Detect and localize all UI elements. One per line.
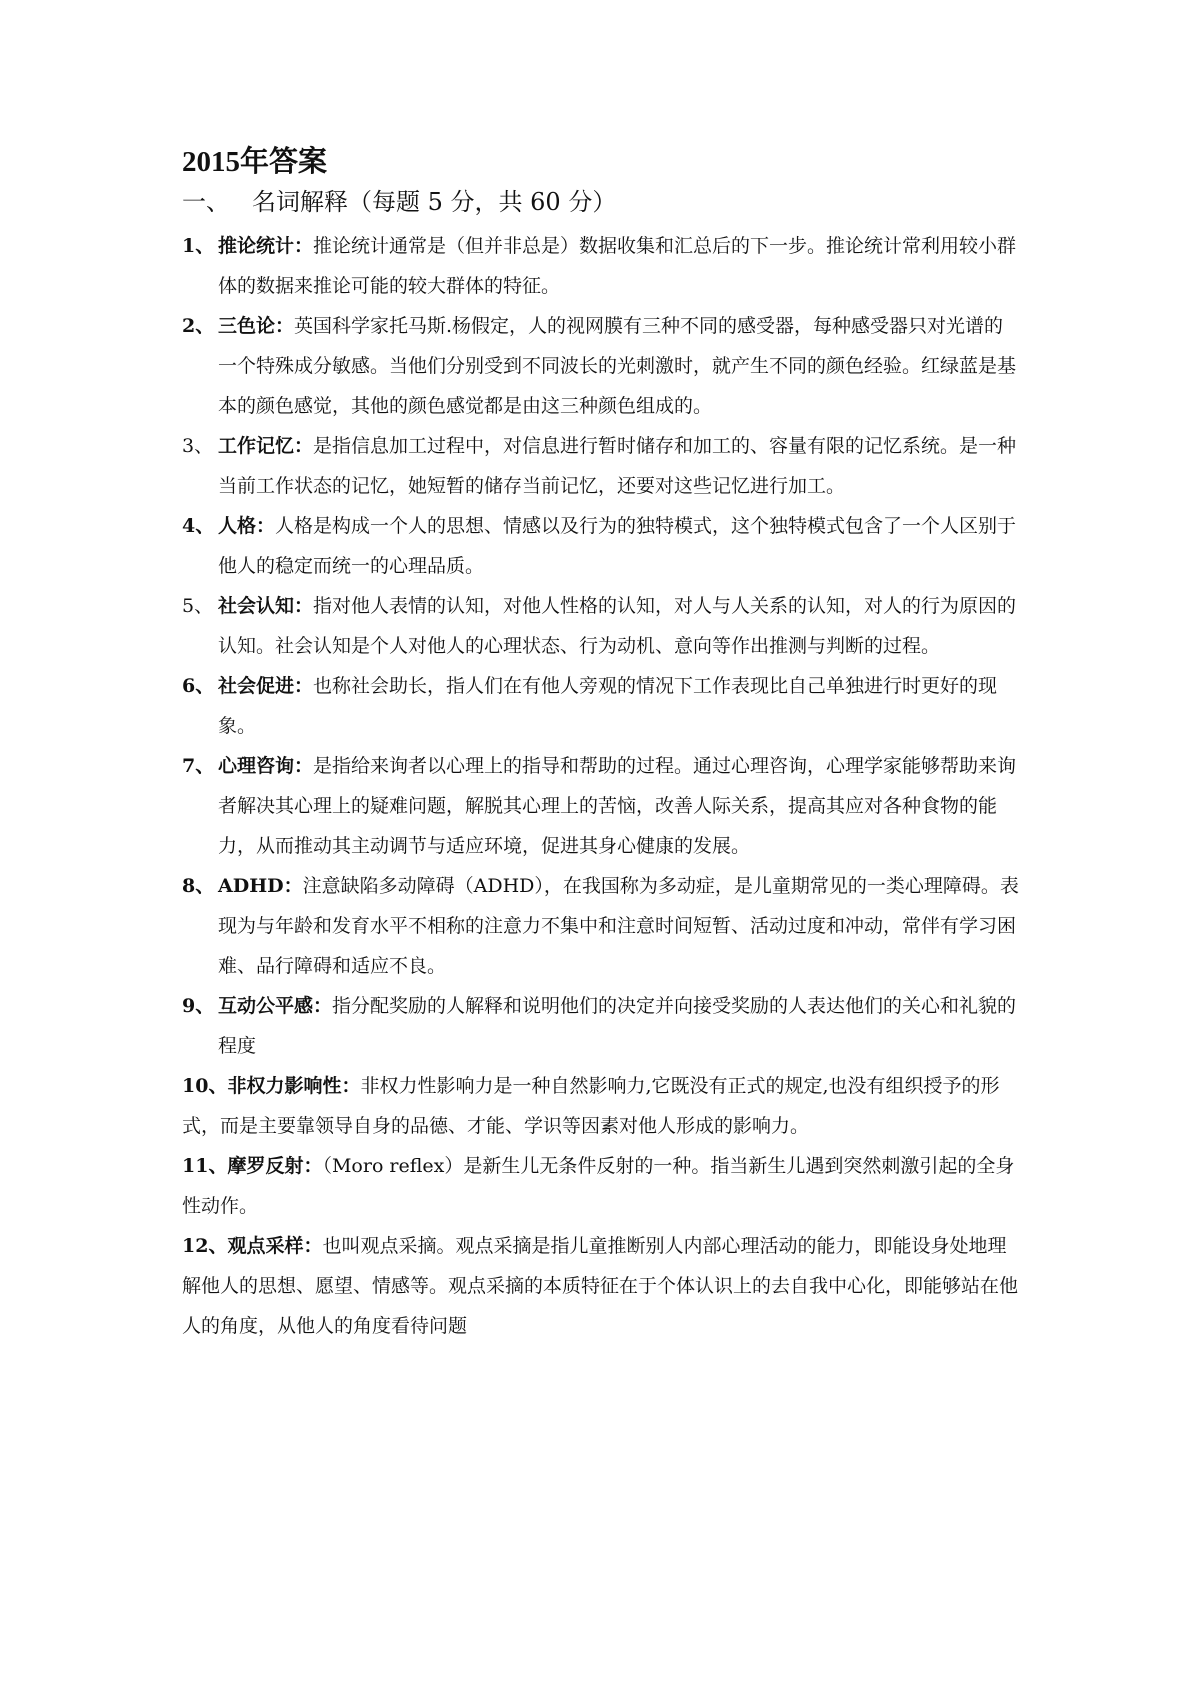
item-term: 社会认知： [218, 595, 314, 617]
item-number: 2、 [182, 315, 215, 337]
item-text: （Moro reflex）是新生儿无条件反射的一种。指当新生儿遇到突然刺激引起的全身性动作。 [182, 1155, 1015, 1217]
item-number: 12、 [182, 1235, 228, 1257]
item-text: 指分配奖励的人解释和说明他们的决定并向接受奖励的人表达他们的关心和礼貌的程度 [218, 995, 1017, 1057]
list-item [182, 986, 1020, 1066]
item-text: 人格是构成一个人的思想、情感以及行为的独特模式，这个独特模式包含了一个人区别于他人的稳定而统一的心理品质。 [218, 515, 1017, 577]
item-text: 英国科学家托马斯.杨假定，人的视网膜有三种不同的感受器，每种感受器只对光谱的一个特殊成分敏感。当他们分别受到不同波长的光刺激时，就产生不同的颜色经验。红绿蓝是基本的颜色感觉，其他的颜色感觉都是由这三种颜色组成的。 [218, 315, 1017, 417]
item-term: 推论统计： [218, 235, 314, 257]
item-text: 推论统计通常是（但并非总是）数据收集和汇总后的下一步。推论统计常利用较小群体的数据来推论可能的较大群体的特征。 [218, 235, 1017, 297]
item-number: 6、 [182, 675, 215, 697]
list-item [182, 226, 1020, 306]
document-page [182, 142, 1020, 1346]
section-heading [182, 182, 1020, 222]
section-title: 名词解释（每题 5 分，共 60 分） [252, 188, 617, 216]
list-item [182, 1226, 1020, 1346]
list-item [182, 1066, 1020, 1146]
item-text: 是指信息加工过程中，对信息进行暂时储存和加工的、容量有限的记忆系统。是一种当前工作状态的记忆，她短暂的储存当前记忆，还要对这些记忆进行加工。 [218, 435, 1017, 497]
item-number: 1、 [182, 235, 215, 257]
list-item [182, 666, 1020, 746]
item-term: 摩罗反射： [227, 1155, 323, 1177]
item-term: 社会促进： [218, 675, 314, 697]
section-number: 一、 [182, 188, 230, 216]
list-item [182, 1146, 1020, 1226]
list-item [182, 746, 1020, 866]
item-text: 也叫观点采摘。观点采摘是指儿童推断别人内部心理活动的能力，即能设身处地理解他人的思想、愿望、情感等。观点采摘的本质特征在于个体认识上的去自我中心化，即能够站在他人的角度，从他人的角度看待问题 [182, 1235, 1019, 1337]
list-item [182, 506, 1020, 586]
item-term: 互动公平感： [218, 995, 333, 1017]
item-text: 注意缺陷多动障碍（ADHD），在我国称为多动症，是儿童期常见的一类心理障碍。表现为与年龄和发育水平不相称的注意力不集中和注意时间短暂、活动过度和冲动，常伴有学习困难、品行障碍和适应不良。 [218, 875, 1019, 977]
item-number: 7、 [182, 755, 215, 777]
item-term: 非权力影响性： [227, 1075, 361, 1097]
item-term: 观点采样： [227, 1235, 323, 1257]
item-text: 是指给来询者以心理上的指导和帮助的过程。通过心理咨询，心理学家能够帮助来询者解决其心理上的疑难问题，解脱其心理上的苦恼，改善人际关系，提高其应对各种食物的能力，从而推动其主动调节与适应环境，促进其身心健康的发展。 [218, 755, 1017, 857]
list-item [182, 586, 1020, 666]
item-term: 工作记忆： [218, 435, 314, 457]
list-item [182, 866, 1020, 986]
item-number: 10、 [182, 1075, 228, 1097]
item-number: 3、 [182, 435, 214, 457]
document-title: 2015年答案 [182, 146, 328, 178]
item-number: 4、 [182, 515, 215, 537]
item-term: 人格： [218, 515, 276, 537]
item-term: 三色论： [218, 315, 295, 337]
item-number: 11、 [182, 1155, 228, 1177]
list-item [182, 306, 1020, 426]
item-number: 8、 [182, 875, 215, 897]
item-number: 9、 [182, 995, 215, 1017]
list-item [182, 426, 1020, 506]
item-number: 5、 [182, 595, 214, 617]
item-text: 也称社会助长，指人们在有他人旁观的情况下工作表现比自己单独进行时更好的现象。 [218, 675, 998, 737]
item-text: 非权力性影响力是一种自然影响力,它既没有正式的规定,也没有组织授予的形式，而是主要靠领导自身的品德、才能、学识等因素对他人形成的影响力。 [182, 1075, 1000, 1137]
item-term: ADHD： [218, 875, 303, 897]
item-text: 指对他人表情的认知，对他人性格的认知，对人与人关系的认知，对人的行为原因的认知。社会认知是个人对他人的心理状态、行为动机、意向等作出推测与判断的过程。 [218, 595, 1017, 657]
item-term: 心理咨询： [218, 755, 314, 777]
